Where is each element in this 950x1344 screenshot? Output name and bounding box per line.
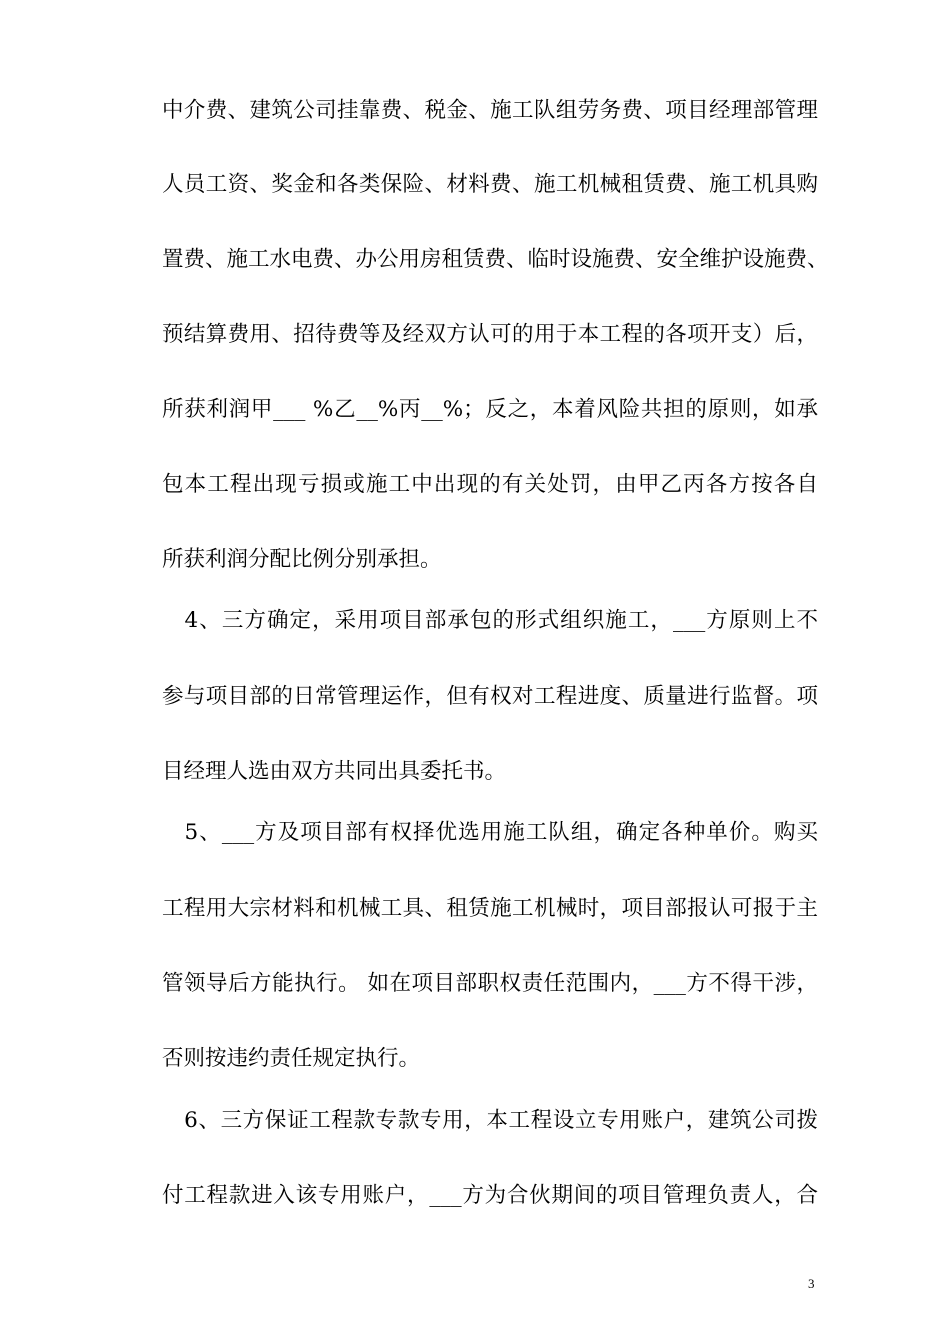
text-line: 目经理人选由双方共同出具委托书。	[162, 759, 507, 784]
text-line: 中介费、建筑公司挂靠费、税金、施工队组劳务费、项目经理部管理	[162, 98, 818, 123]
text-line: 所获利润分配比例分别承担。	[162, 547, 442, 572]
text-line: 参与项目部的日常管理运作，但有权对工程进度、质量进行监督。项	[162, 684, 818, 709]
text-line: 付工程款进入该专用账户，___方为合伙期间的项目管理负责人，合	[162, 1183, 818, 1208]
text-line: 工程用大宗材料和机械工具、租赁施工机械时，项目部报认可报于主	[162, 896, 818, 921]
text-line: 管领导后方能执行。 如在项目部职权责任范围内，___方不得干涉，	[162, 971, 818, 996]
paragraph-6-start: 6、三方保证工程款专款专用，本工程设立专用账户，建筑公司拨	[162, 1108, 818, 1133]
text-line: 置费、施工水电费、办公用房租赁费、临时设施费、安全维护设施费、	[162, 247, 829, 272]
text-line: 人员工资、奖金和各类保险、材料费、施工机械租赁费、施工机具购	[162, 172, 818, 197]
text-line: 否则按违约责任规定执行。	[162, 1046, 421, 1071]
text-line: 预结算费用、招待费等及经双方认可的用于本工程的各项开支）后，	[162, 322, 818, 347]
page-number: 3	[808, 1276, 815, 1291]
paragraph-5-start: 5、___方及项目部有权择优选用施工队组，确定各种单价。购买	[162, 820, 818, 845]
text-line: 包本工程出现亏损或施工中出现的有关处罚，由甲乙丙各方按各自	[162, 472, 818, 497]
text-line: 所获利润甲___ %乙__%丙__%；反之，本着风险共担的原则，如承	[162, 397, 818, 422]
paragraph-4-start: 4、三方确定，采用项目部承包的形式组织施工，___方原则上不	[162, 608, 818, 633]
